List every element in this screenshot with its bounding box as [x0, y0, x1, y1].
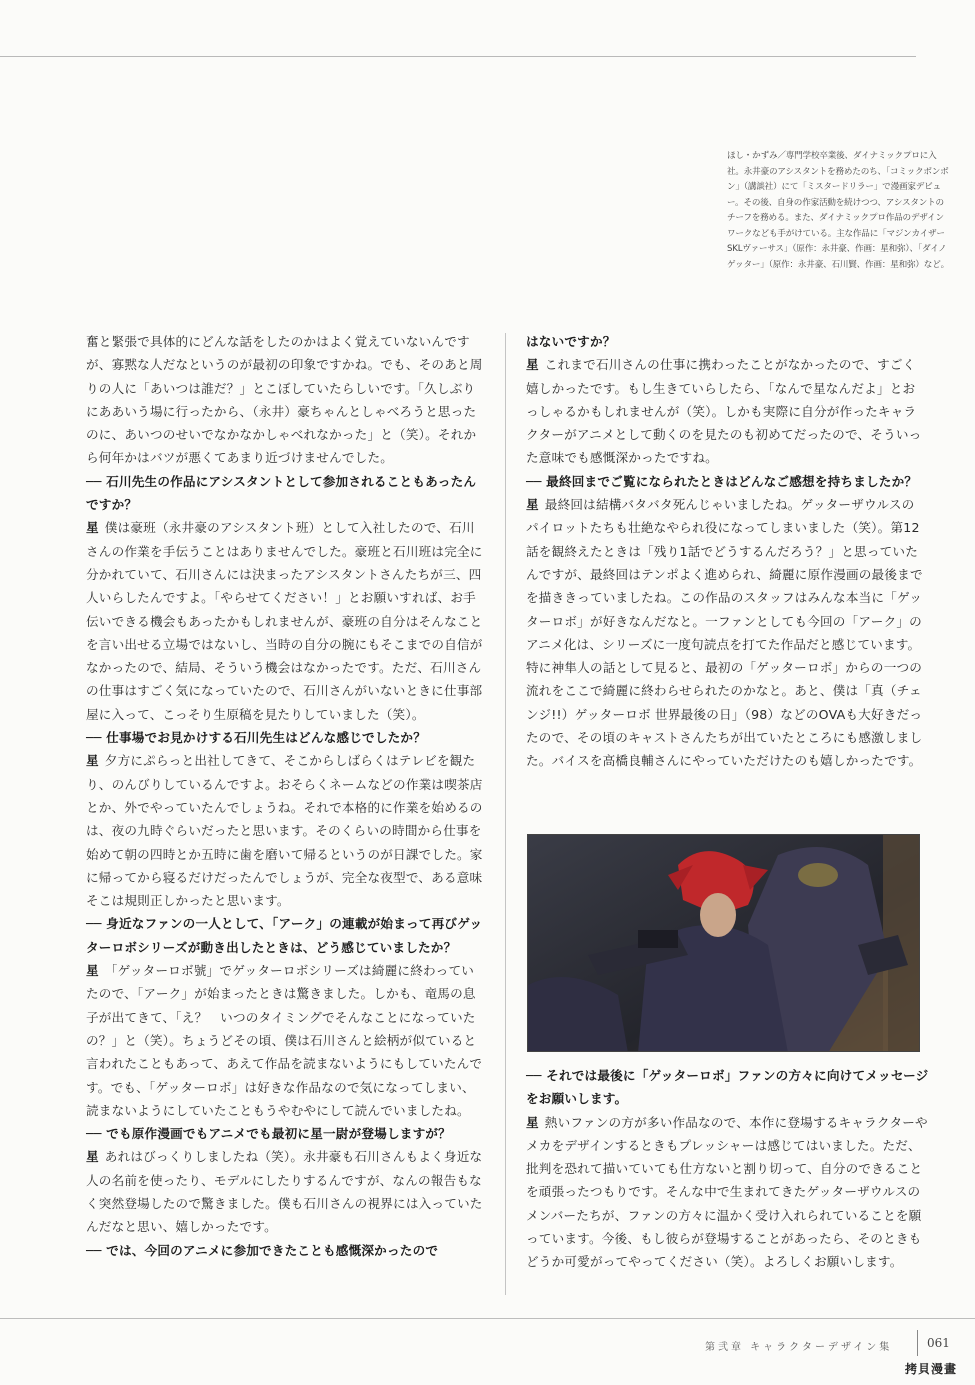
answer-text: 「ゲッターロボ號」でゲッターロボシリーズは綺麗に終わっていたので、「アーク」が始まったときは驚きました。しかも、竜馬の息子が出てきて、「え？ いつのタイミングでそんなことになっていたの？」と（笑）。ちょうどその頃、僕は石川さんと絵柄が似ていると言われたこともあって、あえて作品を読まないようにもしていたんです。でも、「ゲッターロボ」は好きな作品なので気になってしまい、読まないようにしていたこともうやむやにして読んでいましたね。: [86, 963, 483, 1118]
left-column: [86, 330, 486, 1262]
answer-text: あれはびっくりしましたね（笑）。永井豪も石川さんもよく身近な人の名前を使ったり、モデルにしたりするんですが、なんの報告もなく突然登場したので驚きました。僕も石川さんの視界には入っていたんだなと思い、嬉しかったです。: [86, 1149, 483, 1235]
speaker-label: 星: [526, 1114, 539, 1130]
paragraph: 奮と緊張で具体的にどんな話をしたのかはよく覚えていないんですが、寡黙な人だなというのが最初の印象ですかね。でも、そのあと周りの人に「あいつは誰だ？」とこぼしていたらしいです。「久しぶりにああいう場に行ったから、（永井）豪ちゃんとしゃべろうと思ったのに、あいつのせいでなかなかしゃべれなかった」と（笑）。それから何年かはバツが悪くてあまり近づけませんでした。: [86, 334, 483, 466]
column-divider: [505, 333, 506, 1295]
answer: [526, 353, 926, 469]
page-number: 061: [927, 1336, 950, 1350]
speaker-label: 星: [86, 520, 99, 536]
speaker-label: 星: [86, 963, 99, 979]
answer: [86, 749, 486, 912]
answer-text: 最終回は結構バタバタ死んじゃいましたね。ゲッターザウルスのパイロットたちも壮絶なやられ役になってしまいました（笑）。第12話を観終えたときは「残り1話でどうするんだろう？」と思っていたんですが、最終回はテンポよく進められ、綺麗に原作漫画の最後までを描ききっていましたね。この作品のスタッフはみんな本当に「ゲッターロボ」が好きなんだなと。一ファンとしても今回の「アーク」のアニメ化は、シリーズに一度句読点を打てた作品だと感じています。特に神隼人の話として見ると、最初の「ゲッターロボ」からの一つの流れをここで綺麗に終わらせられたのかなと。あと、僕は「真（チェンジ!!）ゲッターロボ 世界最後の日」（98）などのOVAも大好きだったので、その頃のキャストさんたちが出ていたところにも感激しました。バイスを高橋良輔さんにやっていただけたのも嬉しかったです。: [526, 497, 923, 769]
question: ── 仕事場でお見かけする石川先生はどんな感じでしたか？: [86, 730, 426, 746]
answer: [86, 516, 486, 726]
question: ── それでは最後に「ゲッターロボ」ファンの方々に向けてメッセージをお願いします。: [526, 1068, 929, 1107]
chapter-footer: 第弐章 キャラクターデザイン集: [705, 1342, 893, 1353]
answer: [526, 1111, 931, 1274]
answer-text: 夕方にぷらっと出社してきて、そこからしばらくはテレビを観たり、のんびりしているんですよ。おそらくネームなどの作業は喫茶店とか、外でやっていたんでしょうね。それで本格的に作業を始めるのは、夜の九時ぐらいだったと思います。そのくらいの時間から仕事を始めて朝の四時とか五時に歯を磨いて帰るというのが日課でした。家に帰ってから寝るだけだったんでしょうが、完全な夜型で、ある意味そこは規則正しかったと思います。: [86, 753, 483, 909]
right-column-lower: [526, 1064, 931, 1274]
question: ── 最終回までご覧になられたときはどんなご感想を持ちましたか？: [526, 473, 918, 489]
answer: [526, 493, 926, 773]
speaker-label: 星: [526, 497, 539, 513]
question: ── 身近なファンの一人として、「アーク」の連載が始まって再びゲッターロボシリーズが動き出したときは、どう感じていましたか？: [86, 916, 483, 955]
answer-text: 熱いファンの方が多い作品なので、本作に登場するキャラクターやメカをデザインするときもプレッシャーは感じてはいました。ただ、批判を恐れて描いていても仕方ないと割り切って、自分のできることを頑張ったつもりです。そんな中で生まれてきたゲッターザウルスのメンバーたちが、ファンの方々に温かく受け入れられていることを願っています。今後、もし彼らが登場することがあったら、そのときもどうか可愛がってやってください（笑）。よろしくお願いします。: [526, 1114, 928, 1270]
answer: [86, 959, 486, 1122]
speaker-label: 星: [526, 357, 539, 373]
question: ── でも原作漫画でもアニメでも最初に星一尉が登場しますが？: [86, 1126, 451, 1142]
answer-text: これまで石川さんの仕事に携わったことがなかったので、すごく嬉しかったです。もし生きていらしたら、「なんで星なんだよ」とおっしゃるかもしれませんが（笑）。しかも実際に自分が作ったキャラクターがアニメとして動くのを見たのも初めてだったので、そういった意味でも感慨深かったですね。: [526, 357, 922, 466]
question: ── 石川先生の作品にアシスタントとして参加されることもあったんですか？: [86, 473, 477, 513]
profile-note: ほし・かずみ／専門学校卒業後、ダイナミックプロに入社。永井豪のアシスタントを務めたのち、「コミックボンボン」（講談社）にて「ミスタードリラー」で漫画家デビュー。その後、自身の作家活動を続けつつ、アシスタントのチーフを務める。また、ダイナミックプロ作品のデザインワークなども手がけている。主な作品に「マジンカイザーSKLヴァーサス」（原作：永井豪、作画：星和弥）、「ダイノゲッター」（原作：永井豪、石川賢、作画：星和弥）など。: [727, 151, 949, 270]
watermark: 拷貝漫畫: [905, 1362, 958, 1376]
bottom-rule: [0, 1318, 975, 1319]
anime-still-image: [527, 834, 920, 1052]
answer-text: 僕は豪班（永井豪のアシスタント班）として入社したので、石川さんの作業を手伝うことはありませんでした。豪班と石川班は完全に分かれていて、石川さんには決まったアシスタントさんたちが三、四人いらしたんですよ。「やらせてください！」とお願いすれば、お手伝いできる機会もあったかもしれませんが、豪班の自分はそんなことを言い出せる立場ではないし、当時の自分の腕にもそこまでの自信がなかったので、結局、そういう機会はなかったです。ただ、石川さんの仕事はすごく気になっていたので、石川さんがいないときに仕事部屋に入って、こっそり生原稿を見たりしていました（笑）。: [86, 520, 483, 722]
answer: [86, 1145, 486, 1238]
right-column: [526, 330, 926, 773]
anime-still-svg: [528, 835, 920, 1052]
speaker-label: 星: [86, 1149, 99, 1165]
speaker-label: 星: [86, 753, 99, 769]
question: ── では、今回のアニメに参加できたことも感慨深かったので: [86, 1242, 439, 1258]
top-rule: [0, 56, 916, 57]
question-continued: はないですか？: [526, 334, 616, 349]
footer-separator: [917, 1330, 918, 1356]
